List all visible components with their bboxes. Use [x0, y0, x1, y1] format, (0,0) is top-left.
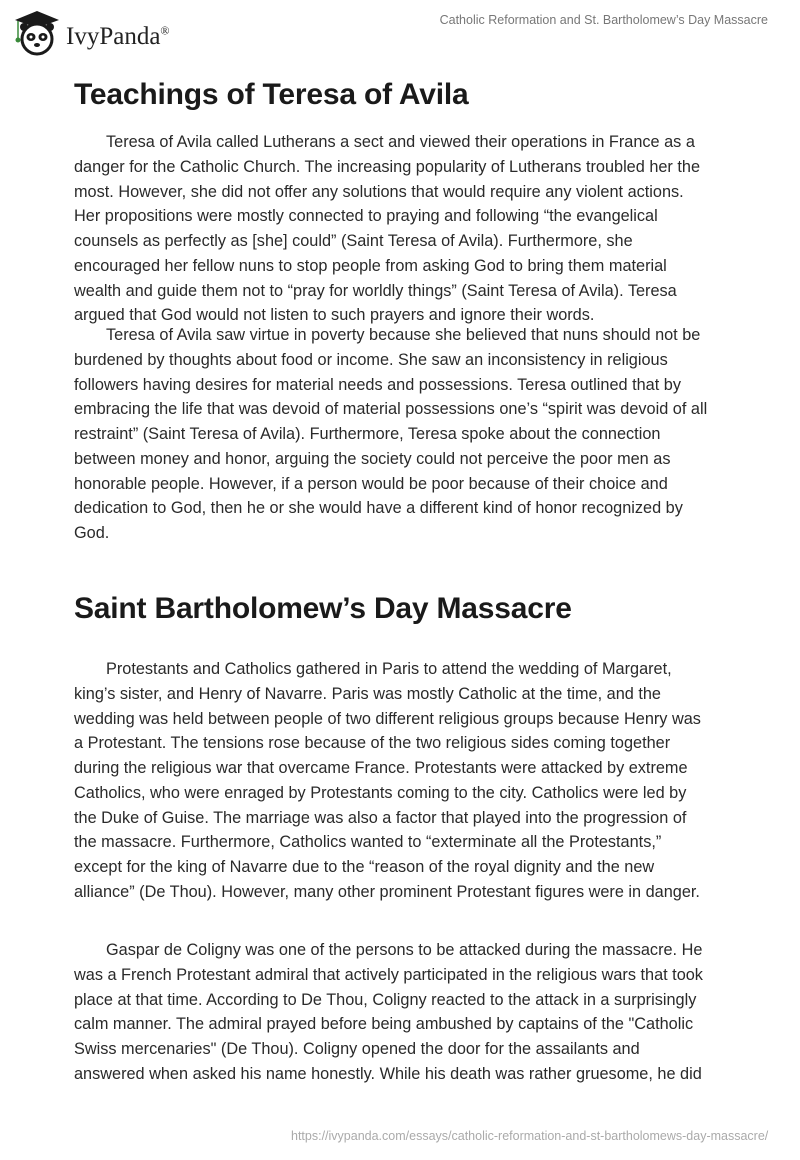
text-line: between money and honor, arguing the society could not perceive the poor men as: [74, 449, 671, 468]
text-line: honorable people. However, if a person would be poor because of their choice and: [74, 474, 668, 493]
text-line: encouraged her fellow nuns to stop people from asking God to bring them material: [74, 256, 667, 275]
text-line: Teresa of Avila called Lutherans a sect and viewed their operations in France as a: [106, 133, 695, 151]
text-line: God.: [74, 524, 110, 542]
text-line: calm manner. The admiral prayed before being ambushed by captains of the "Catholic: [74, 1015, 694, 1034]
text-line: Catholics, who were enraged by Protestants coming to the city. Catholics were led by: [74, 783, 687, 802]
text-line: followers having desires for material needs and possessions. Teresa outlined that by: [74, 375, 681, 394]
text-line: Protestants and Catholics gathered in Paris to attend the wedding of Margaret,: [106, 660, 672, 678]
section-heading: Teachings of Teresa of Avila: [74, 78, 469, 111]
text-line: counsels as perfectly as [she] could” (Saint Teresa of Avila). Furthermore, she: [74, 232, 633, 250]
document-title: Catholic Reformation and St. Bartholomew’s Day Massacre: [439, 13, 768, 27]
text-line: the Duke of Guise. The marriage was also a factor that played into the progression of: [74, 808, 687, 827]
text-line: wealth and guide them not to “pray for worldly things” (Saint Teresa of Avila). Teresa: [74, 281, 677, 300]
paragraph: [74, 130, 700, 328]
panda-graduate-icon: [12, 8, 62, 58]
text-line: alliance” (De Thou). However, many other prominent Protestant figures were in danger.: [74, 882, 700, 901]
text-line: a Protestant. The tensions rose because of the two religious sides coming together: [74, 734, 671, 753]
text-line: Her propositions were mostly connected to praying and following “the evangelical: [74, 207, 658, 226]
text-line: answered when asked his name honestly. While his death was rather gruesome, he did: [74, 1064, 702, 1083]
text-line: except for the king of Navarre due to the “reason of the royal dignity and the new: [74, 858, 655, 876]
text-line: burdened by thoughts about food or income. She saw an inconsistency in religious: [74, 350, 668, 369]
section-heading: Saint Bartholomew’s Day Massacre: [74, 592, 572, 625]
paragraph: [74, 657, 701, 905]
paragraph: [74, 938, 703, 1087]
text-line: Gaspar de Coligny was one of the persons to be attacked during the massacre. He: [106, 941, 703, 959]
text-line: argued that God would not listen to such prayers and ignore their words.: [74, 306, 595, 325]
text-line: was a French Protestant admiral that actively participated in the religious wars that took: [74, 965, 703, 984]
text-line: dedication to God, then he or she would have a different kind of honor recognized by: [74, 499, 683, 518]
text-line: the massacre. Furthermore, Catholics wanted to “exterminate all the Protestants,”: [74, 833, 662, 852]
text-line: Swiss mercenaries" (De Thou). Coligny opened the door for the assailants and: [74, 1040, 640, 1058]
ivypanda-logo[interactable]: [12, 8, 170, 58]
text-line: king’s sister, and Henry of Navarre. Paris was mostly Catholic at the time, and the: [74, 684, 661, 703]
text-line: place at that time. According to De Thou, Coligny reacted to the attack in a surprisingly: [74, 990, 697, 1009]
text-line: Teresa of Avila saw virtue in poverty because she believed that nuns should not be: [106, 326, 701, 344]
text-line: most. However, she did not offer any solutions that would require any violent actions.: [74, 182, 684, 201]
paragraph: [74, 323, 707, 546]
text-line: during the religious war that overcame France. Protestants were attacked by extreme: [74, 759, 688, 777]
source-url[interactable]: https://ivypanda.com/essays/catholic-reformation-and-st-bartholomews-day-massacre/: [291, 1129, 769, 1143]
text-line: embracing the life that was devoid of material possessions one’s “spirit was devoid of all: [74, 400, 708, 419]
logo-text: IvyPanda®: [66, 23, 170, 50]
text-line: danger for the Catholic Church. The increasing popularity of Lutherans troubled her the: [74, 157, 701, 176]
text-line: restraint” (Saint Teresa of Avila). Furthermore, Teresa spoke about the connection: [74, 425, 661, 443]
text-line: wedding was held between people of two different religious groups because Henry was: [74, 709, 701, 728]
